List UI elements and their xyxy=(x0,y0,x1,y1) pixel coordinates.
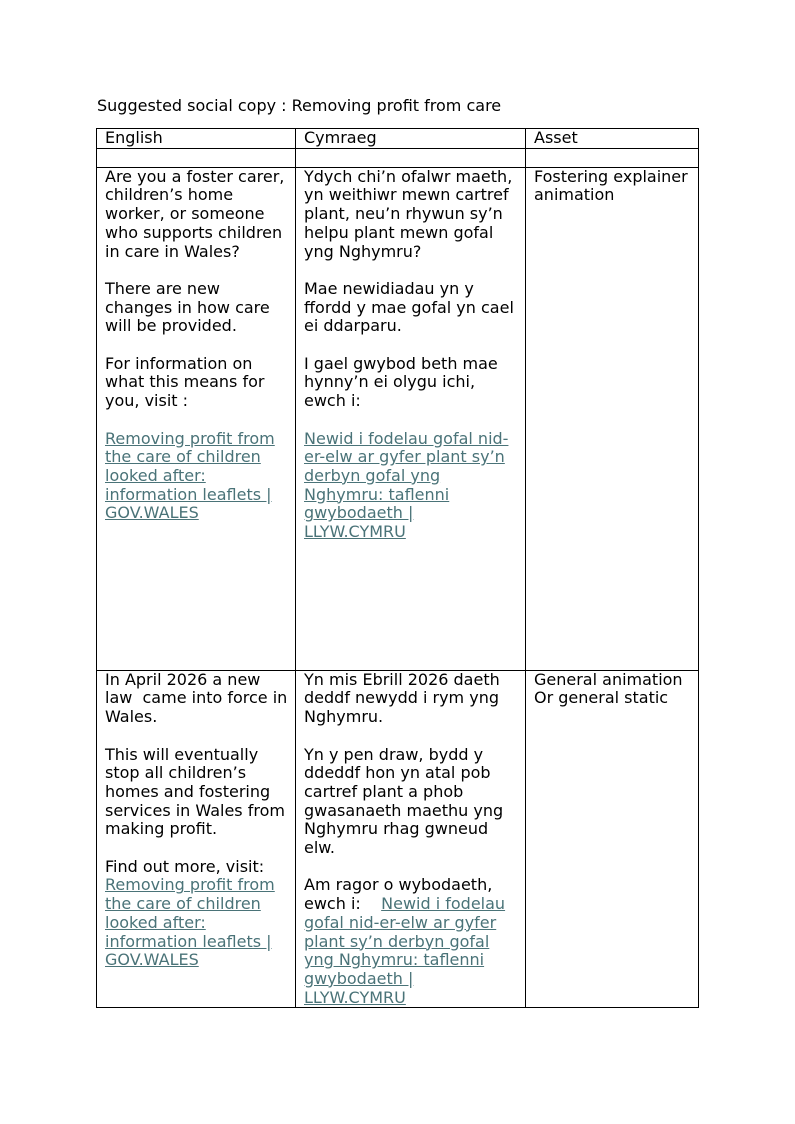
document-title: Suggested social copy : Removing profit from care xyxy=(97,96,502,115)
table-row xyxy=(97,167,699,670)
english-paragraph: For information on what this means for you, visit : xyxy=(105,353,265,411)
blank-cell xyxy=(296,148,526,167)
table-row xyxy=(97,670,699,1008)
cymraeg-paragraph: Mae newidiadau yn y ffordd y mae gofal yn cael ei ddarparu. xyxy=(304,278,514,336)
english-paragraph: Are you a foster carer, children’s home worker, or someone who supports children in care in Wales? xyxy=(105,166,285,261)
header-asset: Asset xyxy=(526,129,699,149)
cymraeg-paragraph: I gael gwybod beth mae hynny’n ei olygu ichi, ewch i: xyxy=(304,353,498,411)
cymraeg-paragraph: Am ragor o wybodaeth, ewch i: xyxy=(304,875,493,914)
cymraeg-paragraph: Ydych chi’n ofalwr maeth, yn weithiwr mewn cartref plant, neu’n rhywun sy’n helpu plant mewn gofal yng Nghymru? xyxy=(304,166,513,261)
cymraeg-paragraph: Yn y pen draw, bydd y ddeddf hon yn atal pob cartref plant a phob gwasanaeth maethu yng Nghymru rhag gwneud elw. xyxy=(304,744,504,858)
english-copy-cell xyxy=(97,167,296,670)
gov-wales-link[interactable]: Removing profit from the care of children looked after: information leaflets | GOV.WALES xyxy=(105,875,275,970)
header-english: English xyxy=(97,129,296,149)
asset-cell xyxy=(526,167,699,670)
cymraeg-paragraph: Yn mis Ebrill 2026 daeth deddf newydd i rym yng Nghymru. xyxy=(304,669,500,727)
english-paragraph: There are new changes in how care will be provided. xyxy=(105,278,270,336)
asset-line: Or general static xyxy=(534,688,669,708)
english-paragraph: This will eventually stop all children’s homes and fostering services in Wales from making profit. xyxy=(105,744,285,839)
header-cymraeg: Cymraeg xyxy=(296,129,526,149)
llyw-cymru-link[interactable]: Newid i fodelau gofal nid-er-elw ar gyfer plant sy’n derbyn gofal yng Nghymru: taflenni gwybodaeth | LLYW.CYMRU xyxy=(304,428,509,542)
asset-line: Fostering explainer animation xyxy=(534,166,688,205)
english-copy-cell xyxy=(97,670,296,1008)
blank-cell xyxy=(526,148,699,167)
english-link-paragraph xyxy=(105,430,289,524)
english-paragraph: Find out more, visit: xyxy=(105,856,265,876)
cymraeg-link-paragraph xyxy=(304,430,519,542)
table-header-row xyxy=(97,129,699,149)
english-link-paragraph xyxy=(105,876,289,970)
cymraeg-link-paragraph xyxy=(304,876,519,1007)
asset-line: General animation xyxy=(534,669,683,689)
english-paragraph: In April 2026 a new law came into force in Wales. xyxy=(105,669,293,727)
blank-cell xyxy=(97,148,296,167)
gov-wales-link[interactable]: Removing profit from the care of children looked after: information leaflets | GOV.WALES xyxy=(105,428,275,523)
table-blank-row xyxy=(97,148,699,167)
social-copy-table xyxy=(96,128,699,1008)
cymraeg-copy-cell xyxy=(296,670,526,1008)
asset-cell xyxy=(526,670,699,1008)
llyw-cymru-link[interactable]: Newid i fodelau gofal nid-er-elw ar gyfer plant sy’n derbyn gofal yng Nghymru: taflenni gwybodaeth | LLYW.CYMRU xyxy=(304,894,506,1007)
cymraeg-copy-cell xyxy=(296,167,526,670)
